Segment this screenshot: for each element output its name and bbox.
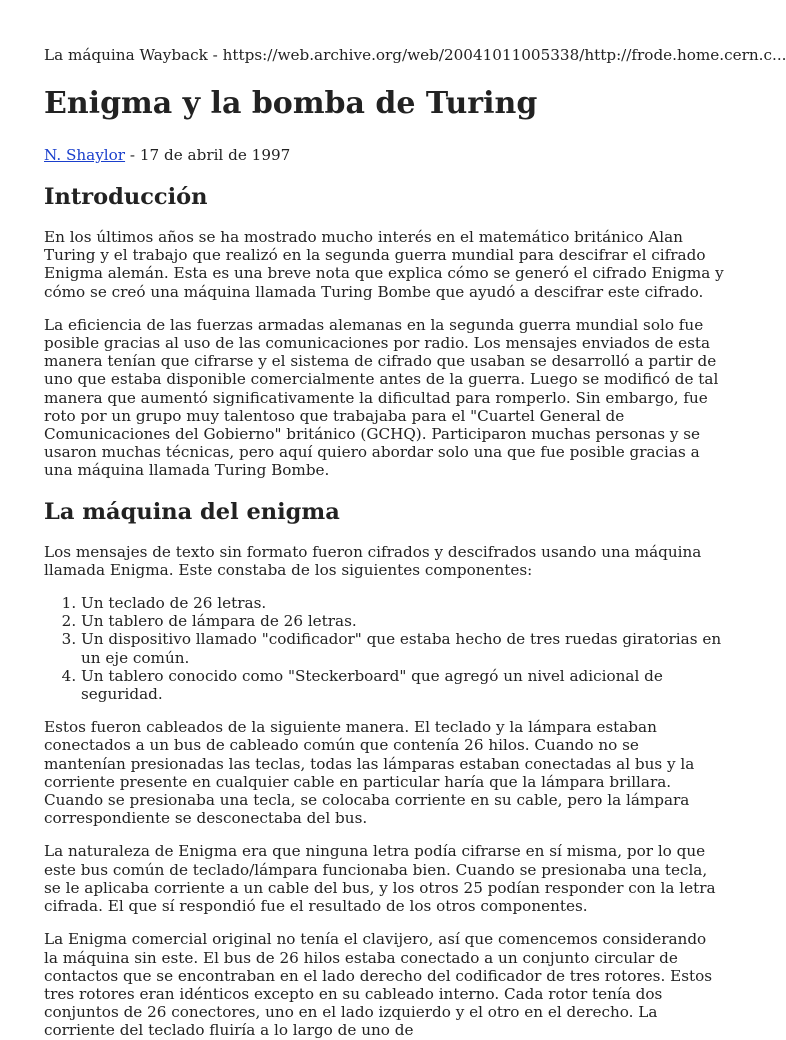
page-title: Enigma y la bomba de Turing xyxy=(44,86,538,121)
machine-paragraph-2: Estos fueron cableados de la siguiente manera. El teclado y la lámpara estaban conectados a un bus de cableado común que contenía 26 hilos. Cuando no se mantenían presionadas las teclas, todas las lámparas estaban conectadas al bus y la corriente presente en cualquier cable en particular haría que la lámpara brillara. Cuando se presionaba una tecla, se colocaba corriente en su cable, pero la lámpara correspondiente se desconectaba del bus. xyxy=(44,718,695,828)
intro-paragraph-2: La eficiencia de las fuerzas armadas alemanas en la segunda guerra mundial solo fue posible gracias al uso de las comunicaciones por radio. Los mensajes enviados de esta manera tenían que cifrarse y el sistema de cifrado que usaban se desarrolló a partir de uno que estaba disponible comercialmente antes de la guerra. Luego se modificó de tal manera que aumentó significativamente la dificultad para romperlo. Sin embargo, fue roto por un grupo muy talentoso que trabajaba para el "Cuartel General de Comunicaciones del Gobierno" británico (GCHQ). Participaron muchas personas y se usaron muchas técnicas, pero aquí quiero abordar solo una que fue posible gracias a una máquina llamada Turing Bombe. xyxy=(44,315,719,480)
section-heading-machine: La máquina del enigma xyxy=(44,498,340,525)
intro-paragraph-1: En los últimos años se ha mostrado mucho interés en el matemático británico Alan Turing y el trabajo que realizó en la segunda guerra mundial para descifrar el cifrado Enigma alemán. Esta es una breve nota que explica cómo se generó el cifrado Enigma y cómo se creó una máquina llamada Turing Bombe que ayudó a descifrar este cifrado. xyxy=(44,228,724,301)
publish-date: - 17 de abril de 1997 xyxy=(125,146,291,164)
byline xyxy=(44,145,724,165)
list-item: 3. Un dispositivo llamado "codificador" que estaba hecho de tres ruedas giratorias en un eje común. xyxy=(81,630,724,666)
section-heading-intro: Introducción xyxy=(44,184,208,210)
list-item: 2. Un tablero de lámpara de 26 letras. xyxy=(81,612,724,630)
machine-paragraph-1: Los mensajes de texto sin formato fueron cifrados y descifrados usando una máquina llamada Enigma. Este constaba de los siguientes componentes: xyxy=(44,542,702,579)
machine-paragraph-4: La Enigma comercial original no tenía el clavijero, así que comencemos considerando la máquina sin este. El bus de 26 hilos estaba conectado a un conjunto circular de contactos que se encontraban en el lado derecho del codificador de tres rotores. Estos tres rotores eran idénticos excepto en su cableado interno. Cada rotor tenía dos conjuntos de 26 conectores, uno en el lado izquierdo y el otro en el derecho. La corriente del teclado fluiría a lo largo de uno de xyxy=(44,930,713,1040)
components-list xyxy=(44,594,724,703)
author-link[interactable]: N. Shaylor xyxy=(44,146,126,164)
list-item: 4. Un tablero conocido como "Steckerboard" que agregó un nivel adicional de seguridad. xyxy=(81,667,724,703)
list-item: 1. Un teclado de 26 letras. xyxy=(81,594,724,612)
wayback-header: La máquina Wayback - https://web.archive.org/web/20041011005338/http://frode.home.cern.c... xyxy=(44,46,786,64)
machine-paragraph-3: La naturaleza de Enigma era que ninguna letra podía cifrarse en sí misma, por lo que este bus común de teclado/lámpara funcionaba bien. Cuando se presionaba una tecla, se le aplicaba corriente a un cable del bus, y los otros 25 podían responder con la letra cifrada. El que sí respondió fue el resultado de los otros componentes. xyxy=(44,842,716,916)
